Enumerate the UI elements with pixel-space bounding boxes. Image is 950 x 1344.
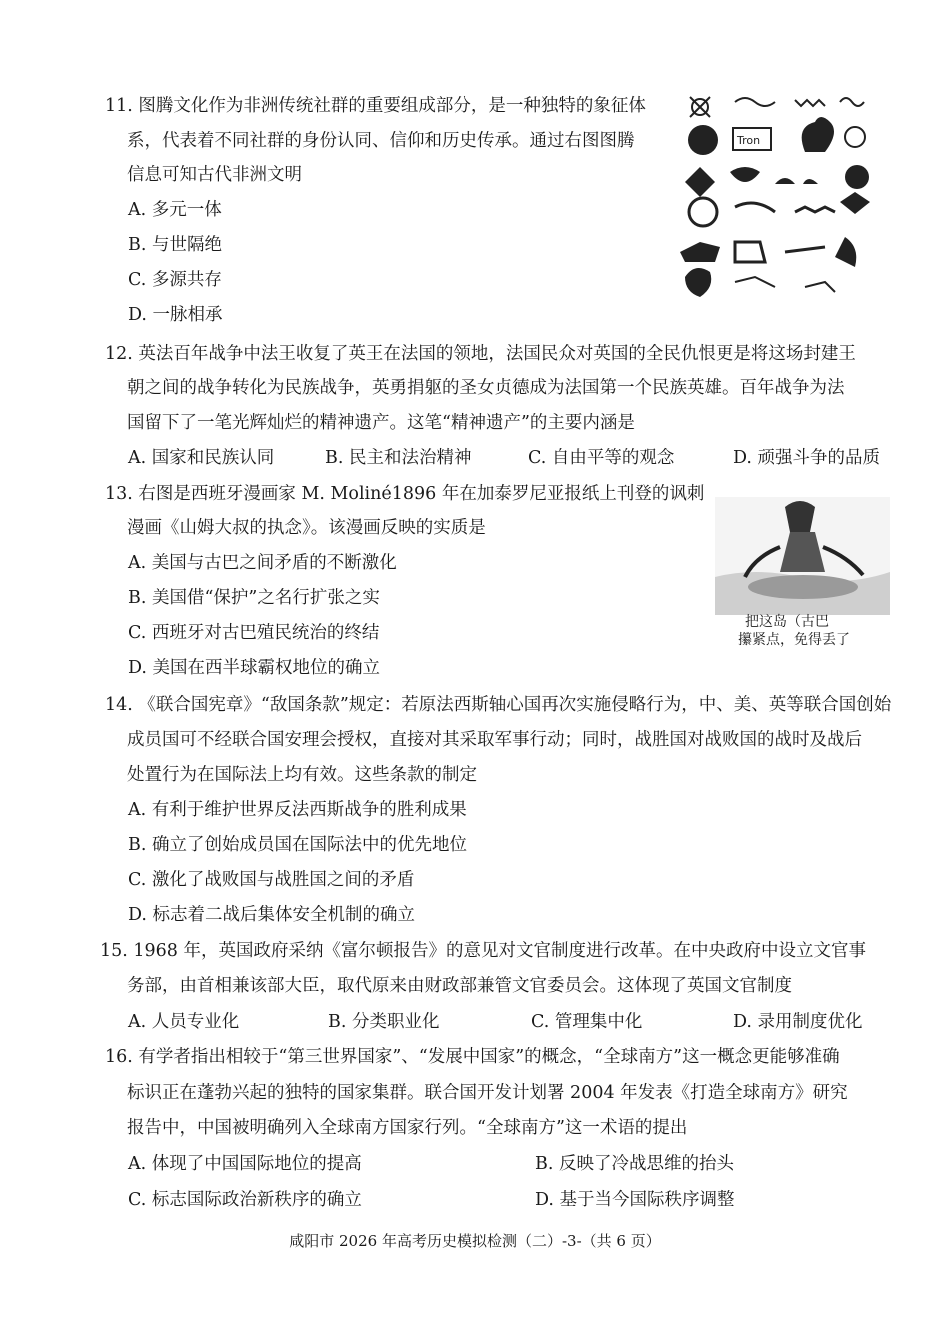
- q14-stem-line-3: 处置行为在国际法上均有效。这些条款的制定: [127, 765, 477, 785]
- cartoon-caption-line-2: 攥紧点，免得丢了: [738, 632, 850, 648]
- q12-option-b: B. 民主和法治精神: [325, 448, 472, 468]
- page-footer: 咸阳市 2026 年高考历史模拟检测（二）-3-（共 6 页）: [289, 1232, 661, 1250]
- q14-option-a: A. 有利于维护世界反法西斯战争的胜利成果: [128, 800, 467, 820]
- line-totem-icon: [805, 282, 835, 292]
- eye-totem-icon: [689, 198, 717, 226]
- fish-totem-icon: [730, 167, 760, 182]
- q13-stem-line-1: 13. 右图是西班牙漫画家 M. Moliné1896 年在加泰罗尼亚报纸上刊登的讽刺: [105, 484, 705, 504]
- cartoon-figure: [715, 497, 890, 615]
- q16-option-a: A. 体现了中国国际地位的提高: [128, 1154, 362, 1174]
- wave-totem-icon: [735, 98, 775, 106]
- turtle-totem-icon: [735, 242, 765, 262]
- island-icon: [748, 575, 858, 599]
- q15-option-d: D. 录用制度优化: [733, 1012, 863, 1032]
- wave2-totem-icon: [735, 277, 775, 287]
- diamond-totem-icon: [840, 192, 870, 214]
- q13-option-d: D. 美国在西半球霸权地位的确立: [128, 658, 381, 678]
- q15-option-a: A. 人员专业化: [128, 1012, 240, 1032]
- tree-totem-icon: [775, 178, 818, 184]
- uncle-sam-head-icon: [785, 501, 815, 532]
- q13-option-a: A. 美国与古巴之间矛盾的不断激化: [128, 553, 397, 573]
- spear-totem-icon: [785, 247, 825, 252]
- dots-totem-icon: [795, 207, 835, 212]
- q15-option-b: B. 分类职业化: [328, 1012, 440, 1032]
- q16-option-b: B. 反映了冷战思维的抬头: [535, 1154, 734, 1174]
- q14-option-d: D. 标志着二战后集体安全机制的确立: [128, 905, 416, 925]
- q13-option-b: B. 美国借“保护”之名行扩张之实: [128, 588, 380, 608]
- shield-totem-icon: [845, 165, 869, 189]
- zigzag-totem-icon: [795, 100, 825, 106]
- star-totem-icon: [685, 167, 715, 197]
- q13-stem-line-2: 漫画《山姆大叔的执念》。该漫画反映的实质是: [127, 518, 486, 538]
- flower-totem-icon: [845, 127, 865, 147]
- q12-option-c: C. 自由平等的观念: [528, 448, 675, 468]
- q12-stem-line-3: 国留下了一笔光辉灿烂的精神遗产。这笔“精神遗产”的主要内涵是: [127, 413, 635, 433]
- q11-option-c: C. 多源共存: [128, 270, 222, 290]
- q14-option-b: B. 确立了创始成员国在国际法中的优先地位: [128, 835, 467, 855]
- curl-totem-icon: [840, 98, 864, 106]
- q15-stem-line-1: 15. 1968 年，英国政府采纳《富尔顿报告》的意见对文官制度进行改革。在中央政府中设立文官事: [100, 941, 866, 961]
- q16-stem-line-3: 报告中，中国被明确列入全球南方国家行列。“全球南方”这一术语的提出: [127, 1118, 688, 1138]
- q11-option-a: A. 多元一体: [128, 200, 222, 220]
- mushroom-totem-icon: [685, 268, 711, 297]
- q14-option-c: C. 激化了战败国与战胜国之间的矛盾: [128, 870, 415, 890]
- q16-option-d: D. 基于当今国际秩序调整: [535, 1190, 735, 1210]
- q11-option-d: D. 一脉相承: [128, 305, 223, 325]
- q13-option-c: C. 西班牙对古巴殖民统治的终结: [128, 623, 380, 643]
- animal-totem-icon: [680, 242, 720, 262]
- q11-stem-line-3: 信息可知古代非洲文明: [127, 165, 302, 185]
- rooster-totem-icon: [802, 117, 834, 152]
- q11-stem-line-2: 系，代表着不同社群的身份认同、信仰和历史传承。通过右图图腾: [127, 131, 635, 151]
- q14-stem-line-2: 成员国可不经联合国安理会授权，直接对其采取军事行动；同时，战胜国对战败国的战时及战后: [127, 730, 862, 750]
- totem-figure: [675, 92, 875, 304]
- q15-option-c: C. 管理集中化: [531, 1012, 643, 1032]
- mask-totem-icon: [688, 125, 718, 155]
- q16-stem-line-1: 16. 有学者指出相较于“第三世界国家”、“发展中国家”的概念，“全球南方”这一概念更能够准确: [105, 1047, 840, 1067]
- label-box-text: Tron: [737, 134, 761, 147]
- q15-stem-line-2: 务部，由首相兼该部大臣，取代原来由财政部兼管文官委员会。这体现了英国文官制度: [127, 976, 792, 996]
- q16-option-c: C. 标志国际政治新秩序的确立: [128, 1190, 362, 1210]
- q11-stem-line-1: 11. 图腾文化作为非洲传统社群的重要组成部分，是一种独特的象征体: [105, 96, 646, 116]
- cartoon-caption-line-1: 把这岛（古巴: [745, 614, 829, 630]
- q16-stem-line-2: 标识正在蓬勃兴起的独特的国家集群。联合国开发计划署 2004 年发表《打造全球南方》研究: [127, 1083, 848, 1103]
- q11-option-b: B. 与世隔绝: [128, 235, 222, 255]
- bird-totem-icon: [735, 203, 775, 212]
- q12-stem-line-2: 朝之间的战争转化为民族战争，英勇捐躯的圣女贞德成为法国第一个民族英雄。百年战争为法: [127, 378, 845, 398]
- q12-option-a: A. 国家和民族认同: [128, 448, 275, 468]
- bird-head-totem-icon: [835, 237, 856, 267]
- q12-option-d: D. 顽强斗争的品质: [733, 448, 881, 468]
- q14-stem-line-1: 14. 《联合国宪章》“敌国条款”规定：若原法西斯轴心国再次实施侵略行为，中、美、英等联合国创始: [105, 695, 892, 715]
- q12-stem-line-1: 12. 英法百年战争中法王收复了英王在法国的领地，法国民众对英国的全民仇恨更是将这场封建王: [105, 344, 856, 364]
